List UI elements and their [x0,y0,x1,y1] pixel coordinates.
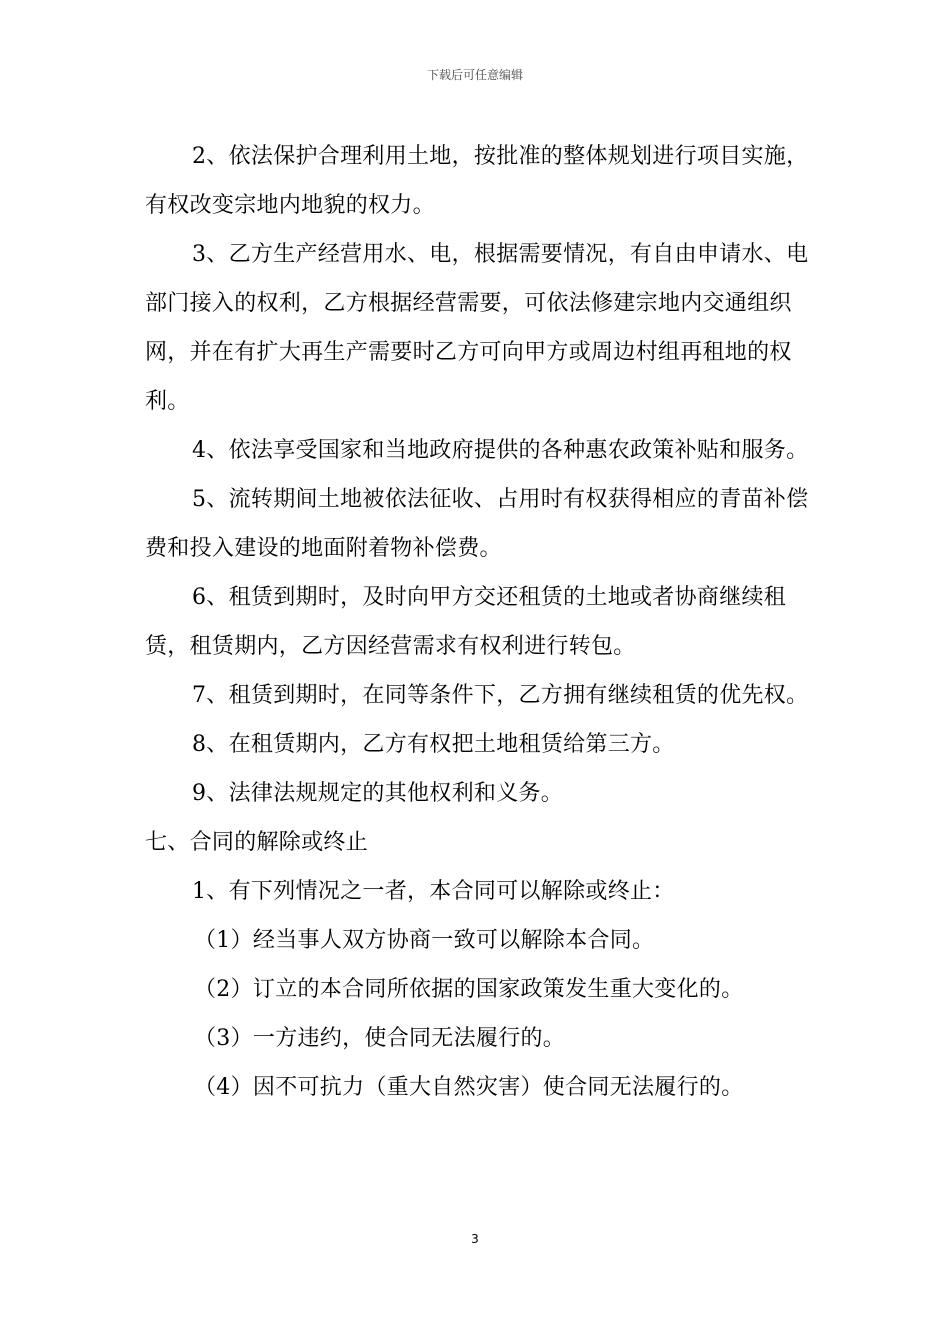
paragraph-right-7: 7、租赁到期时，在同等条件下，乙方拥有继续租赁的优先权。 [192,683,809,708]
paragraph-condition-4: （4）因不可抗力（重大自然灾害）使合同无法履行的。 [194,1075,744,1100]
document-body [145,132,825,1112]
paragraph-condition-2: （2）订立的本合同所依据的国家政策发生重大变化的。 [194,977,744,1002]
paragraph-right-4: 4、依法享受国家和当地政府提供的各种惠农政策补贴和服务。 [192,438,809,463]
paragraph-right-5: 5、流转期间土地被依法征收、占用时有权获得相应的青苗补偿费和投入建设的地面附着物补偿费。 [145,487,809,561]
header-note: 下载后可任意编辑 [426,68,523,82]
paragraph-condition-1: （1）经当事人双方协商一致可以解除本合同。 [194,928,655,953]
paragraph-right-3: 3、乙方生产经营用水、电，根据需要情况，有自由申请水、电部门接入的权利，乙方根据经营需要，可依法修建宗地内交通组织网，并在有扩大再生产需要时乙方可向甲方或周边村组再租地的权利。 [145,242,809,414]
section-heading-termination: 七、合同的解除或终止 [145,830,369,855]
page-number: 3 [471,1232,479,1246]
paragraph-condition-3: （3）一方违约，使合同无法履行的。 [194,1026,566,1051]
paragraph-termination-1: 1、有下列情况之一者，本合同可以解除或终止： [192,879,675,904]
paragraph-right-6: 6、租赁到期时，及时向甲方交还租赁的土地或者协商继续租赁，租赁期内，乙方因经营需求有权利进行转包。 [145,585,787,659]
paragraph-right-2: 2、依法保护合理利用土地，按批准的整体规划进行项目实施，有权改变宗地内地貌的权力。 [145,144,809,218]
paragraph-right-8: 8、在租赁期内，乙方有权把土地租赁给第三方。 [192,732,675,757]
paragraph-right-9: 9、法律法规规定的其他权利和义务。 [192,781,564,806]
